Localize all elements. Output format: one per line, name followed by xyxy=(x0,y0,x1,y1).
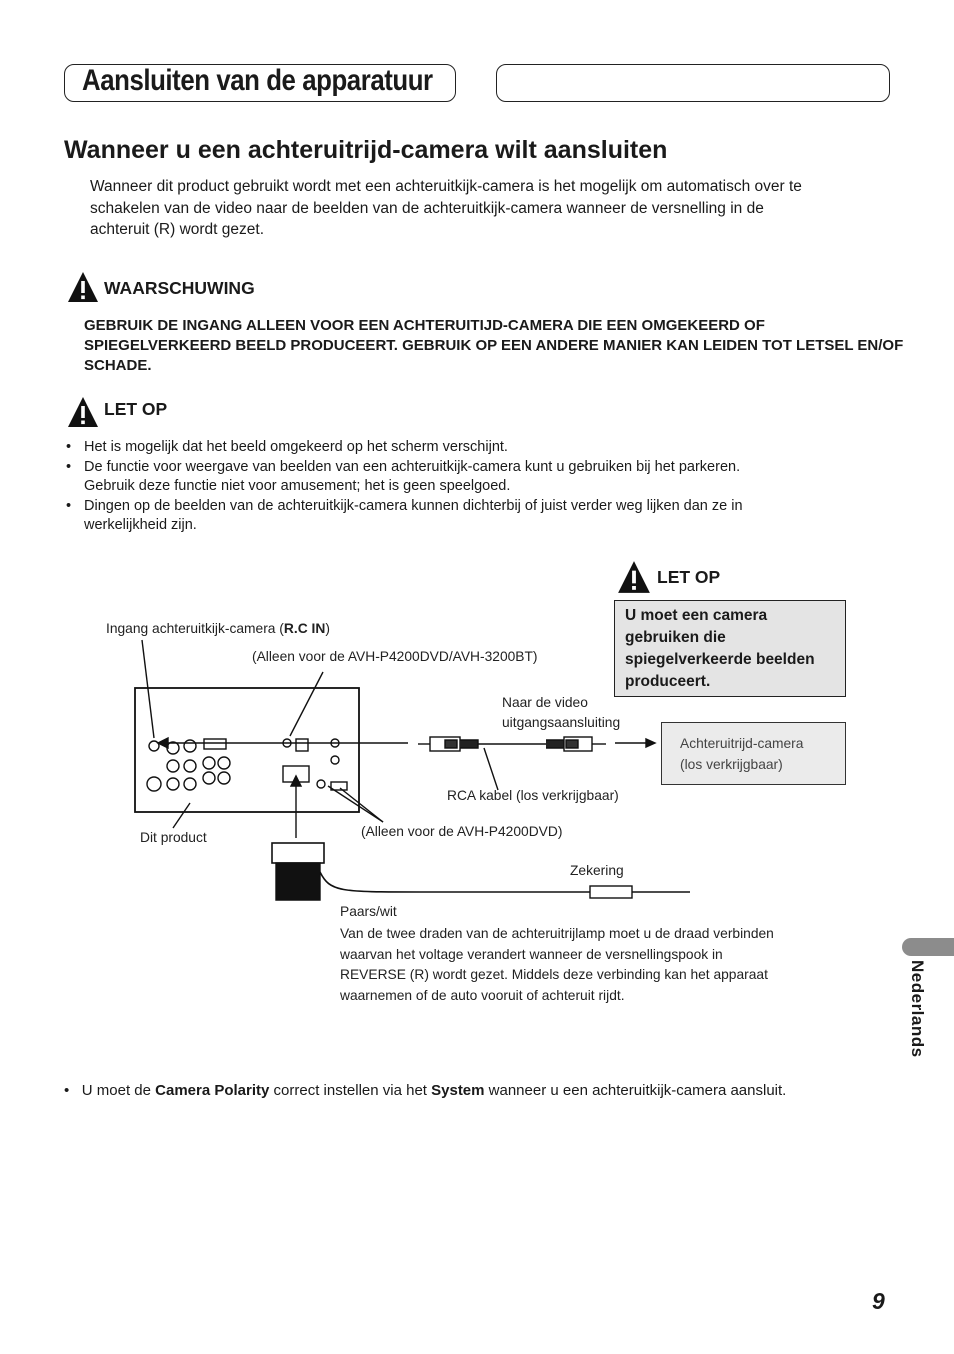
rear-camera-label: Achteruitrijd-camera xyxy=(680,736,804,751)
diagram-caution-icon xyxy=(616,559,652,595)
wire-note: Van de twee draden van de achteruitrijlamp moet u de draad verbinden waarvan het voltage verandert wanneer de versnellingspook in REVERSE (R) wordt gezet. Middels deze verbinding kan het apparaat waarnemen of de auto vooruit of achteruit rijdt. xyxy=(340,926,774,1003)
caution-heading: LET OP xyxy=(104,399,168,419)
label-only-p4200: (Alleen voor de AVH-P4200DVD) xyxy=(361,824,563,839)
label-this-product: Dit product xyxy=(140,830,207,845)
label-wire-color: Paars/wit xyxy=(340,904,397,919)
note-bold-2: System xyxy=(431,1082,485,1099)
diagram-caution-heading: LET OP xyxy=(657,567,721,587)
label-rc-input-bold: R.C IN xyxy=(283,621,326,636)
language-label: Nederlands xyxy=(908,960,927,1058)
label-fuse: Zekering xyxy=(570,863,624,878)
head-unit-rear-panel xyxy=(135,688,359,812)
caution-item: • Dingen op de beelden van de achteruitkijk-camera kunnen dichterbij of juist verder weg lijken dan ze in werkelijkheid zijn. xyxy=(64,497,764,536)
section-title: Wanneer u een achteruitrijd-camera wilt aansluiten xyxy=(64,136,668,164)
caution-item: • Het is mogelijk dat het beeld omgekeerd op het scherm verschijnt. xyxy=(64,438,764,458)
warning-text: GEBRUIK DE INGANG ALLEEN VOOR EEN ACHTERUITIJD-CAMERA DIE EEN OMGEKEERD OF SPIEGELVERKEERD BEELD PRODUCEERT. GEBRUIK OP EEN ANDERE MANIER KAN LEIDEN TOT LETSEL EN/OF SCHADE. xyxy=(84,317,904,374)
note-text-1: U moet de xyxy=(81,1082,156,1099)
page-number: 9 xyxy=(872,1288,885,1314)
diagram-caution-box: U moet een camera gebruiken die spiegelverkeerde beelden produceert. xyxy=(614,600,846,697)
rear-camera-note: (los verkrijgbaar) xyxy=(680,757,783,772)
label-rc-input-prefix: Ingang achteruitkijk-camera ( xyxy=(106,621,284,636)
caution-item: • De functie voor weergave van beelden van een achteruitkijk-camera kunt u gebruiken bij het parkeren. Gebruik deze functie niet voor amusement; het is geen speelgoed. xyxy=(64,458,764,497)
language-tab xyxy=(902,938,954,956)
note-text-3: wanneer u een achteruitkijk-camera aansluit. xyxy=(484,1082,787,1099)
bullet: • xyxy=(64,1082,82,1099)
note-bold-1: Camera Polarity xyxy=(155,1082,270,1099)
label-rca-cable: RCA kabel (los verkrijgbaar) xyxy=(447,788,619,803)
polarity-note xyxy=(64,1082,786,1099)
page-header-title: Aansluiten van de apparatuur xyxy=(82,64,433,97)
intro-paragraph: Wanneer dit product gebruikt wordt met een achteruitkijk-camera is het mogelijk om automatisch over te schakelen van de video naar de beelden van de achteruitkijk-camera wanneer de versnelling in de achteruit (R) wordt gezet. xyxy=(90,178,802,238)
warning-heading: WAARSCHUWING xyxy=(104,278,255,298)
label-video-out-1: Naar de video xyxy=(502,695,588,710)
label-rc-input-suffix: ) xyxy=(325,621,330,636)
note-text-2: correct instellen via het xyxy=(269,1082,432,1099)
label-rc-input xyxy=(106,621,330,636)
label-only-models: (Alleen voor de AVH-P4200DVD/AVH-3200BT) xyxy=(252,649,538,664)
rear-camera-box xyxy=(661,722,846,785)
label-video-out-2: uitgangsaansluiting xyxy=(502,715,621,730)
